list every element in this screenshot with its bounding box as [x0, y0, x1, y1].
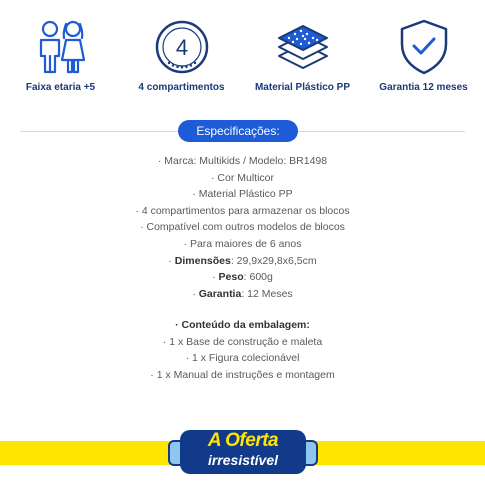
offer-logo-line2: irresistível — [207, 452, 279, 468]
contents-line: · 1 x Figura colecionável — [185, 352, 300, 365]
spec-label: Dimensões — [174, 254, 231, 267]
feature-compartments — [121, 18, 242, 93]
spec-value: : 29,9x29,8x6,5cm — [230, 254, 317, 267]
package-contents — [0, 317, 485, 383]
contents-title: · Conteúdo da embalagem: — [175, 319, 310, 331]
spec-line-weight: · Peso: 600g — [212, 271, 273, 284]
specs-list — [0, 153, 485, 302]
offer-logo — [166, 426, 320, 478]
feature-compartments-label: 4 compartimentos — [138, 82, 225, 93]
number-four-circle-icon — [152, 18, 212, 76]
feature-warranty — [363, 18, 484, 93]
spec-line: · Marca: Multikids / Modelo: BR1498 — [157, 155, 328, 167]
feature-age-label: Faixa etaria +5 — [25, 82, 96, 93]
contents-line: · 1 x Base de construção e maleta — [162, 335, 323, 348]
shield-check-icon — [394, 18, 454, 76]
contents-line: · 1 x Manual de instruções e montagem — [150, 368, 335, 381]
spec-line-dimensions: · Dimensões: 29,9x29,8x6,5cm — [168, 254, 317, 267]
features-row — [0, 18, 485, 103]
spec-label: Peso — [218, 271, 244, 284]
spec-line-warranty: · Garantia: 12 Meses — [192, 287, 293, 300]
spec-label: Garantia — [198, 287, 242, 300]
spec-line: · 4 compartimentos para armazenar os blocos — [135, 204, 350, 217]
spec-line: · Para maiores de 6 anos — [183, 237, 302, 250]
spec-value: : 12 Meses — [241, 287, 293, 300]
compartment-number: 4 — [175, 35, 188, 60]
feature-material-label: Material Plástico PP — [254, 82, 351, 93]
spec-line: · Cor Multicor — [210, 171, 274, 184]
layered-sheets-icon — [273, 18, 333, 76]
children-icon — [31, 18, 91, 76]
feature-age — [0, 18, 121, 93]
feature-warranty-label: Garantia 12 meses — [379, 82, 468, 93]
offer-logo-line1: A Oferta — [207, 430, 279, 451]
feature-material — [242, 18, 363, 93]
spec-line: · Compatível com outros modelos de blocos — [140, 221, 345, 234]
specs-title: Especificações: — [178, 120, 298, 142]
spec-value: : 600g — [243, 271, 273, 284]
spec-line: · Material Plástico PP — [192, 188, 293, 201]
